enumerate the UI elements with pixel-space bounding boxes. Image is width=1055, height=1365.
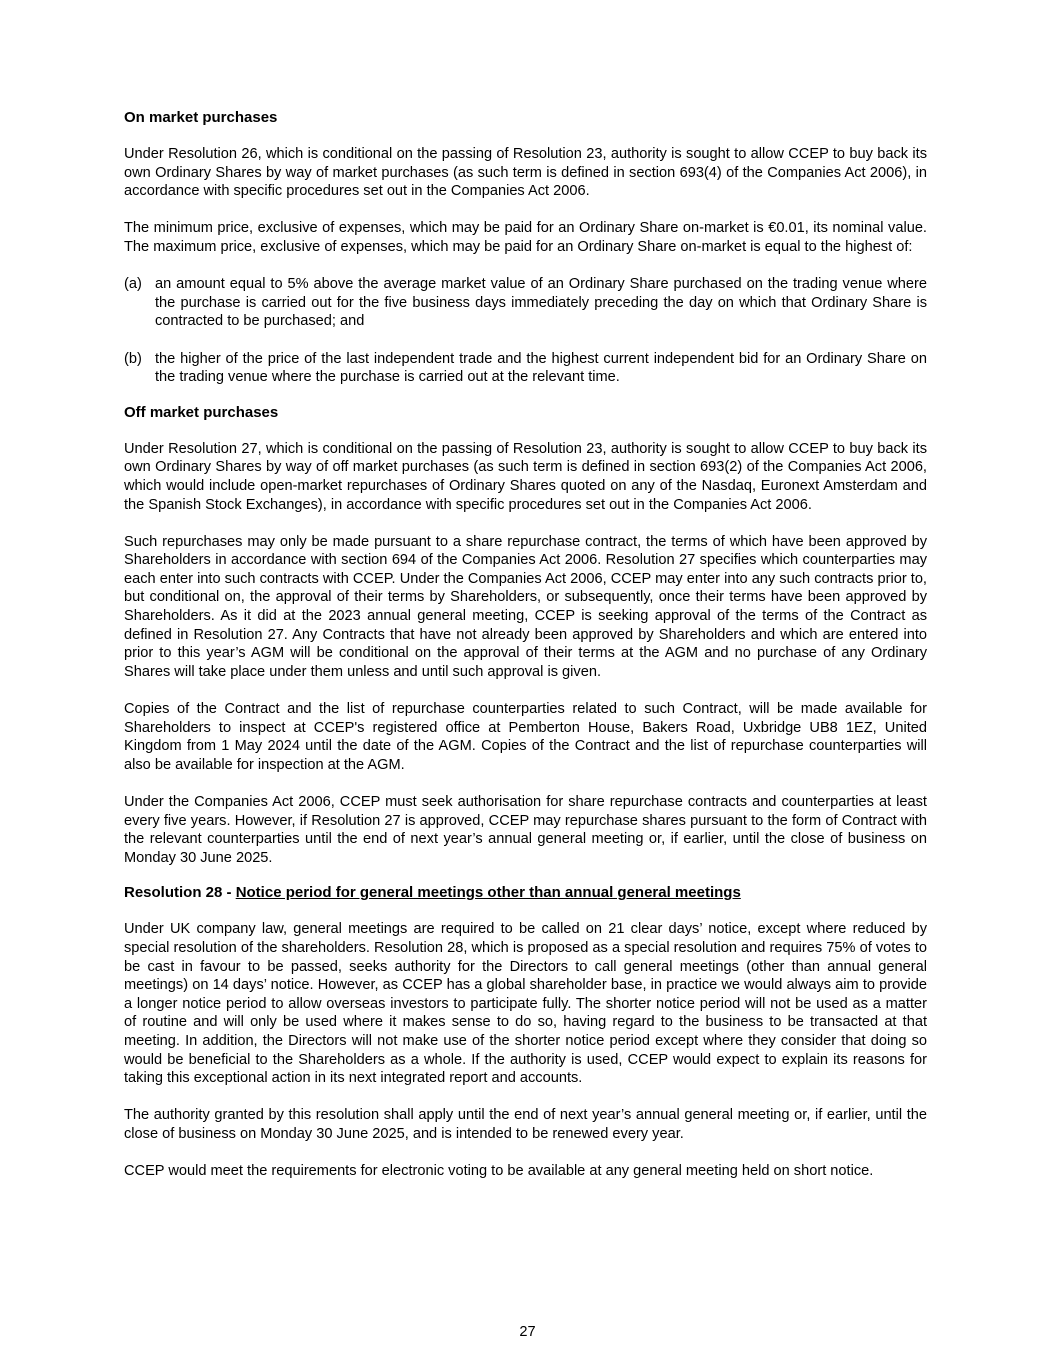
list-marker: (a) (124, 276, 142, 293)
page-number: 27 (519, 1324, 536, 1340)
paragraph: Under the Companies Act 2006, CCEP must seek authorisation for share repurchase contracts and counterparties at least every five years. However, if Resolution 27 is approved, CCEP may repurchase shares pursuant to the form of Contract with the relevant counterparties until the end of next year’s annual general meeting or, if earlier, until the close of business on Monday 30 June 2025. (124, 794, 927, 866)
list-marker: (b) (124, 350, 142, 367)
resolution-number: Resolution 28 - (124, 884, 236, 902)
list-item-text: an amount equal to 5% above the average market value of an Ordinary Share purchased on the trading venue where the purchase is carried out for the five business days immediately preceding the day on which that Ordinary Share is contracted to be purchased; and (155, 276, 927, 330)
section-heading-on-market: On market purchases (124, 109, 278, 126)
paragraph: Under UK company law, general meetings are required to be called on 21 clear days’ notice, except where reduced by special resolution of the shareholders. Resolution 28, which is proposed as a special resolution and requires 75% of votes to be cast in favour to be passed, seeks authority for the Directors to call general meetings (other than annual general meetings) on 14 days’ notice. However, as CCEP has a global shareholder base, in practice we would always aim to provide a longer notice period to allow overseas investors to participate fully. The shorter notice period will not be used as a matter of routine and will only be used where it makes sense to do so, having regard to the business to be transacted at that meeting. In addition, the Directors will not make use of the shorter notice period except where they consider that doing so would be beneficial to the Shareholders as a whole. If the authority is used, CCEP would expect to explain its reasons for taking this exceptional action in its next integrated report and accounts. (124, 921, 927, 1087)
list-item-b (124, 350, 927, 387)
list-item-a (124, 275, 927, 331)
section-heading-resolution-28 (124, 883, 927, 902)
paragraph: Such repurchases may only be made pursuant to a share repurchase contract, the terms of which have been approved by Shareholders in accordance with section 694 of the Companies Act 2006. Resolution 27 specifies which counterparties may each enter into such contracts with CCEP. Under the Companies Act 2006, CCEP may enter into any such contracts prior to, but conditional on, the approval of their terms by Shareholders, or subsequently, once their terms have been approved by Shareholders. As it did at the 2023 annual general meeting, CCEP is seeking approval of the terms of the Contract as defined in Resolution 27. Any Contracts that have not already been approved by Shareholders and which are entered into prior to this year’s AGM will be conditional on the approval of their terms at the AGM and no purchase of any Ordinary Shares will take place under them unless and until such approval is given. (124, 533, 927, 680)
paragraph: Under Resolution 27, which is conditional on the passing of Resolution 23, authority is sought to allow CCEP to buy back its own Ordinary Shares by way of off market purchases (as such term is defined in section 693(2) of the Companies Act 2006, which would include open-market repurchases of Ordinary Shares quoted on any of the Nasdaq, Euronext Amsterdam and the Spanish Stock Exchanges), in accordance with specific procedures set out in the Companies Act 2006. (124, 440, 927, 513)
resolution-title: Notice period for general meetings other than annual general meetings (235, 884, 741, 902)
list-item-text: the higher of the price of the last independent trade and the highest current independent bid for an Ordinary Share on the trading venue where the purchase is carried out at the relevant time. (155, 350, 927, 386)
paragraph: Copies of the Contract and the list of repurchase counterparties related to such Contract, will be made available for Shareholders to inspect at CCEP's registered office at Pemberton House, Bakers Road, Uxbridge UB8 1EZ, United Kingdom from 1 May 2024 until the date of the AGM. Copies of the Contract and the list of repurchase counterparties will also be available for inspection at the AGM. (124, 701, 927, 773)
section-heading-off-market: Off market purchases (124, 403, 279, 421)
paragraph: CCEP would meet the requirements for electronic voting to be available at any general meeting held on short notice. (124, 1163, 874, 1180)
paragraph: Under Resolution 26, which is conditional on the passing of Resolution 23, authority is sought to allow CCEP to buy back its own Ordinary Shares by way of market purchases (as such term is defined in section 693(4) of the Companies Act 2006), in accordance with specific procedures set out in the Companies Act 2006. (124, 146, 927, 200)
paragraph: The minimum price, exclusive of expenses, which may be paid for an Ordinary Share on-market is €0.01, its nominal value. The maximum price, exclusive of expenses, which may be paid for an Ordinary Share on-market is equal to the highest of: (124, 220, 927, 255)
paragraph: The authority granted by this resolution shall apply until the end of next year’s annual general meeting or, if earlier, until the close of business on Monday 30 June 2025, and is intended to be renewed every year. (124, 1107, 927, 1142)
document-body (124, 108, 927, 1199)
